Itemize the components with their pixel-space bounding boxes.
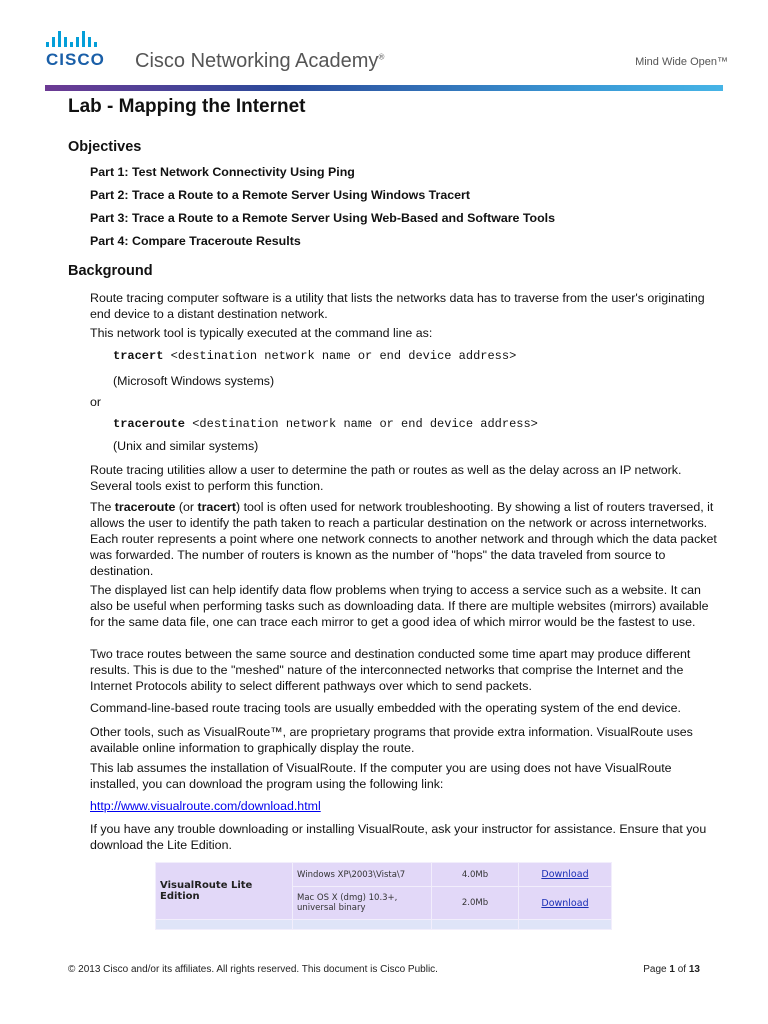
- background-heading: Background: [68, 263, 153, 279]
- size-cell: 2.0Mb: [432, 887, 519, 920]
- paragraph: This network tool is typically executed at the command line as:: [90, 326, 433, 340]
- download-windows-link[interactable]: Download: [541, 869, 589, 880]
- objectives-heading: Objectives: [68, 139, 142, 155]
- paragraph: Route tracing utilities allow a user to determine the path or routes as well as the delay across an IP network. Several tools exist to perform this function.: [90, 463, 682, 493]
- tagline: Mind Wide Open™: [635, 56, 728, 68]
- objective-part-3: Part 3: Trace a Route to a Remote Server Using Web-Based and Software Tools: [90, 211, 555, 225]
- objective-part-4: Part 4: Compare Traceroute Results: [90, 234, 301, 248]
- size-cell: 4.0Mb: [432, 863, 519, 887]
- download-link-row: [90, 798, 720, 814]
- page-number: Page 1 of 13: [643, 964, 700, 975]
- os-cell: Mac OS X (dmg) 10.3+, universal binary: [293, 887, 432, 920]
- command-traceroute: traceroute <destination network name or end device address>: [113, 417, 538, 431]
- paragraph: If you have any trouble downloading or installing VisualRoute, ask your instructor for assistance. Ensure that you download the Lite Edition.: [90, 822, 707, 852]
- header-gradient-bar: [45, 85, 723, 91]
- footer-copyright: © 2013 Cisco and/or its affiliates. All rights reserved. This document is Cisco Public.: [68, 964, 438, 975]
- os-cell: Windows XP\2003\Vista\7: [293, 863, 432, 887]
- paragraph: Two trace routes between the same source and destination conducted some time apart may produce different results. This is due to the "meshed" nature of the interconnected networks that comprise the Internet and the Internet Protocols ability to select different pathways over which to send packets.: [90, 647, 691, 693]
- or-text: or: [90, 395, 102, 409]
- paragraph: Route tracing computer software is a utility that lists the networks data has to traverse from the user's originating end device to a distant destination network.: [90, 291, 705, 321]
- objective-part-1: Part 1: Test Network Connectivity Using Ping: [90, 165, 355, 179]
- edition-cell: VisualRoute Lite Edition: [156, 863, 293, 920]
- table-row: [156, 920, 612, 930]
- command-note: (Microsoft Windows systems): [113, 374, 275, 388]
- cisco-logo-text: CISCO: [46, 50, 105, 69]
- paragraph: The traceroute (or tracert) tool is often used for network troubleshooting. By showing a list of routers traversed, it allows the user to identify the path taken to reach a particular destination on the network or across internetworks. Each router represents a point where one network connects to another network and through which the data packet was forwarded. The number of routers is known as the number of "hops" the data traveled from source to destination.: [90, 500, 717, 578]
- paragraph: Other tools, such as VisualRoute™, are proprietary programs that provide extra information. VisualRoute uses available online information to graphically display the route.: [90, 725, 693, 755]
- page-title: Lab - Mapping the Internet: [68, 96, 306, 117]
- paragraph: Command-line-based route tracing tools are usually embedded with the operating system of the end device.: [90, 701, 681, 715]
- command-note: (Unix and similar systems): [113, 439, 259, 453]
- cisco-logo-icon: [46, 31, 97, 47]
- academy-name: Cisco Networking Academy®: [135, 50, 385, 72]
- command-tracert: tracert <destination network name or end device address>: [113, 349, 517, 363]
- paragraph: This lab assumes the installation of VisualRoute. If the computer you are using does not have VisualRoute installed, you can download the program using the following link:: [90, 761, 672, 791]
- table-row: [156, 863, 612, 887]
- visualroute-download-link[interactable]: http://www.visualroute.com/download.html: [90, 799, 321, 813]
- action-cell: [519, 887, 612, 920]
- paragraph: The displayed list can help identify data flow problems when trying to access a service such as a website. It can also be useful when performing tasks such as downloading data. If there are multiple websites (mirrors) available for the same data file, one can trace each mirror to get a good idea of which mirror would be the fastest to use.: [90, 583, 709, 629]
- objective-part-2: Part 2: Trace a Route to a Remote Server Using Windows Tracert: [90, 188, 470, 202]
- download-table: [155, 862, 612, 930]
- download-mac-link[interactable]: Download: [541, 897, 589, 909]
- action-cell: [519, 863, 612, 887]
